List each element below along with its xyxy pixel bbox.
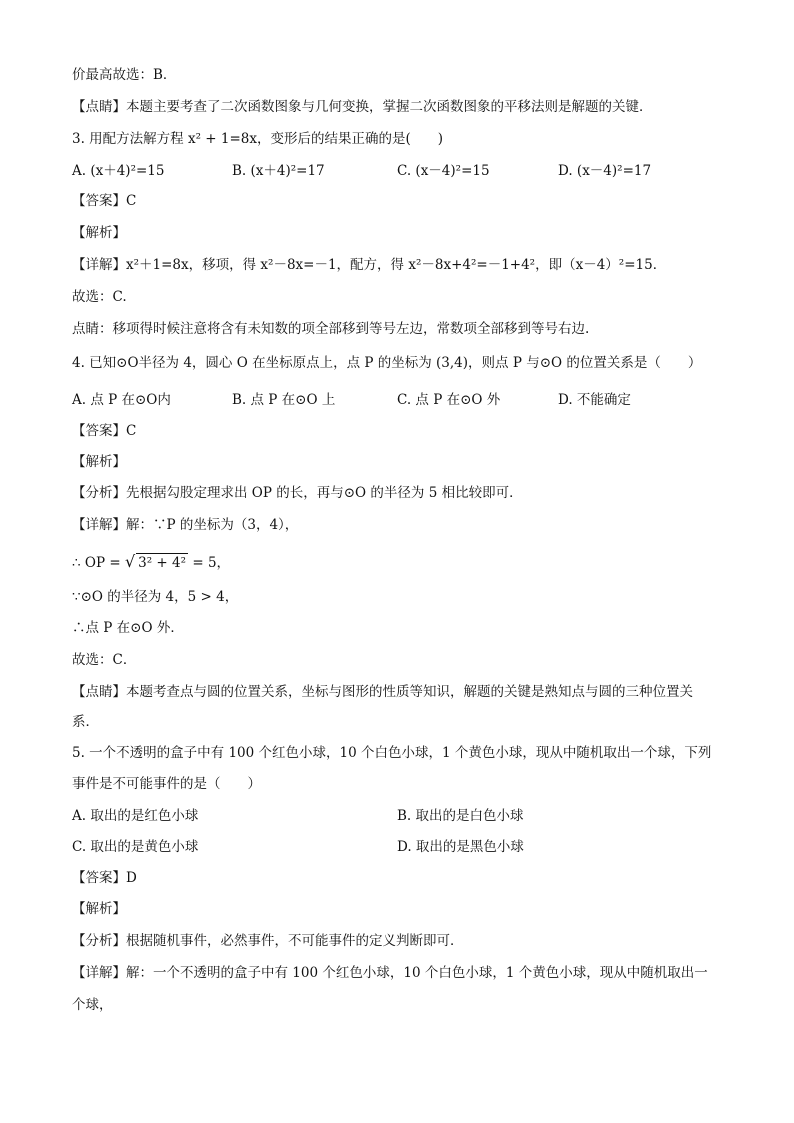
answer-label: 【答案】C (72, 423, 137, 439)
q3-option-b: B. (x＋4)²=17 (232, 163, 325, 179)
detail-line: 【详解】x²＋1=8x，移项，得 x²－8x=－1，配方，得 x²－8x+4²=－1+4²，即（x－4）²=15． (72, 257, 667, 273)
q4-option-d: D. 不能确定 (558, 392, 631, 408)
q5-option-c: C. 取出的是黄色小球 (72, 839, 199, 855)
answer-label: 【答案】C (72, 193, 137, 209)
detail-line: 【详解】解：一个不透明的盒子中有 100 个红色小球，10 个白色小球，1 个黄色小球，现从中随机取出一 (72, 965, 708, 981)
q4-option-b: B. 点 P 在⊙O 上 (232, 392, 336, 408)
remark-line: 【点睛】本题主要考查了二次函数图象与几何变换，掌握二次函数图象的平移法则是解题的关键． (72, 99, 653, 115)
q3-option-d: D. (x－4)²=17 (558, 163, 652, 179)
q5-option-b: B. 取出的是白色小球 (397, 808, 524, 824)
answer-label: 【答案】D (72, 870, 137, 886)
detail-line-cont: 个球， (72, 997, 113, 1013)
analysis-label: 【解析】 (72, 454, 126, 470)
q3-option-c: C. (x－4)²=15 (397, 163, 490, 179)
question-4: 4. 已知⊙O半径为 4，圆心 O 在坐标原点上，点 P 的坐标为 (3,4)，则点 P 与⊙O 的位置关系是（ ） (72, 355, 702, 371)
analysis-label: 【解析】 (72, 901, 126, 917)
q3-option-a: A. (x＋4)²=15 (72, 163, 165, 179)
analysis-label: 【解析】 (72, 225, 126, 241)
sqrt-icon: √ (124, 552, 136, 571)
analysis-line: 【分析】先根据勾股定理求出 OP 的长，再与⊙O 的半径为 5 相比较即可． (72, 485, 523, 501)
detail-line: ∵⊙O 的半径为 4，5 > 4， (72, 589, 239, 605)
tip-line: 点睛：移项得时候注意将含有未知数的项全部移到等号左边，常数项全部移到等号右边. (72, 321, 590, 337)
q5-option-a: A. 取出的是红色小球 (72, 808, 199, 824)
analysis-line: 【分析】根据随机事件，必然事件，不可能事件的定义判断即可． (72, 933, 464, 949)
formula-radicand: 3² + 4² (138, 555, 187, 571)
text-line: 价最高故选：B． (72, 67, 177, 83)
formula-line (72, 553, 230, 572)
remark-line-cont: 系． (72, 714, 99, 730)
detail-line: 【详解】解：∵P 的坐标为（3，4）， (72, 517, 299, 533)
formula-prefix: ∴ OP = (72, 555, 125, 571)
question-5-cont: 事件是不可能事件的是（ ） (72, 776, 261, 792)
remark-line: 【点睛】本题考查点与圆的位置关系，坐标与图形的性质等知识，解题的关键是熟知点与圆的三种位置关 (72, 684, 693, 700)
q4-option-a: A. 点 P 在⊙O内 (72, 392, 171, 408)
q4-option-c: C. 点 P 在⊙O 外 (397, 392, 501, 408)
formula-result: = 5， (188, 555, 231, 571)
choice-line: 故选：C． (72, 652, 137, 668)
question-3: 3. 用配方法解方程 x² + 1=8x，变形后的结果正确的是( ) (72, 131, 444, 147)
choice-line: 故选：C. (72, 289, 127, 305)
q5-option-d: D. 取出的是黑色小球 (397, 839, 524, 855)
detail-line: ∴点 P 在⊙O 外． (72, 620, 184, 636)
question-5: 5. 一个不透明的盒子中有 100 个红色小球，10 个白色小球，1 个黄色小球，现从中随机取出一个球，下列 (72, 745, 712, 761)
